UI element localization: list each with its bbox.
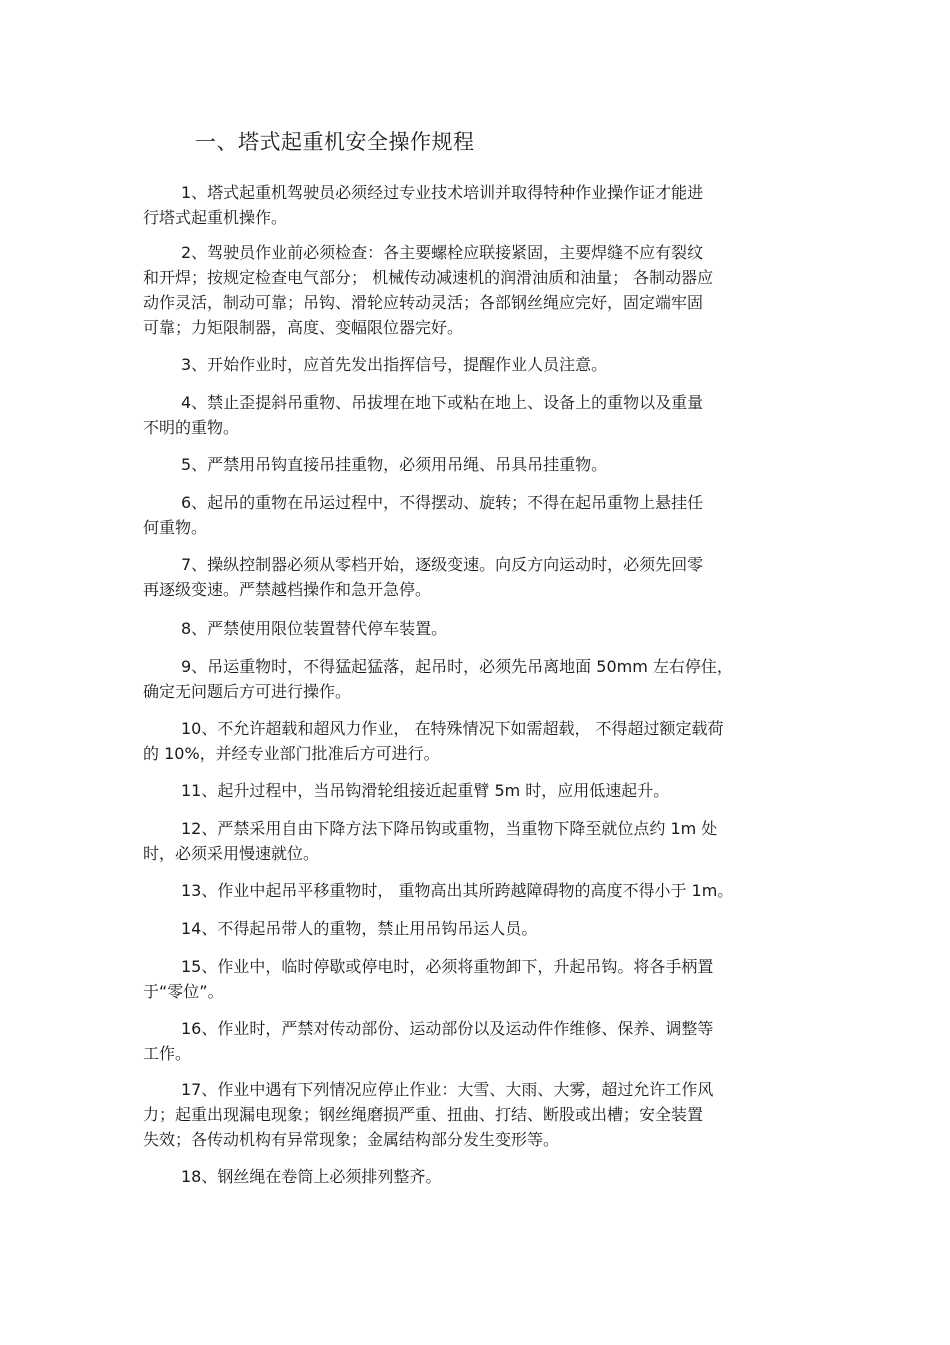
paragraph-line: 18、钢丝绳在卷筒上必须排列整齐。 xyxy=(181,1167,442,1186)
paragraph-line: 和开焊；按规定检查电气部分； 机械传动减速机的润滑油质和油量； 各制动器应 xyxy=(143,268,714,287)
paragraph-line: 工作。 xyxy=(143,1044,192,1063)
paragraph-line: 再逐级变速。严禁越档操作和急开急停。 xyxy=(143,580,432,599)
paragraph-10 xyxy=(143,716,808,766)
paragraph-line: 可靠；力矩限制器，高度、变幅限位器完好。 xyxy=(143,318,464,337)
paragraph-4 xyxy=(143,390,808,440)
paragraph-line: 15、作业中，临时停歇或停电时，必须将重物卸下，升起吊钩。将各手柄置 xyxy=(181,957,714,976)
paragraph-line: 行塔式起重机操作。 xyxy=(143,208,288,227)
paragraph-8 xyxy=(143,616,808,641)
document-title: 一、塔式起重机安全操作规程 xyxy=(195,130,475,154)
paragraph-15 xyxy=(143,954,808,1004)
paragraph-line: 3、开始作业时，应首先发出指挥信号，提醒作业人员注意。 xyxy=(181,355,608,374)
paragraph-line: 13、作业中起吊平移重物时， 重物高出其所跨越障碍物的高度不得小于 1m。 xyxy=(181,881,734,900)
paragraph-line: 14、不得起吊带人的重物，禁止用吊钩吊运人员。 xyxy=(181,919,538,938)
paragraph-line: 时，必须采用慢速就位。 xyxy=(143,844,320,863)
paragraph-17 xyxy=(143,1077,808,1152)
paragraph-line: 9、吊运重物时，不得猛起猛落，起吊时，必须先吊离地面 50mm 左右停住， xyxy=(181,657,733,676)
paragraph-line: 17、作业中遇有下列情况应停止作业：大雪、大雨、大雾，超过允许工作风 xyxy=(181,1080,714,1099)
paragraph-14 xyxy=(143,916,808,941)
paragraph-7 xyxy=(143,552,808,602)
paragraph-line: 何重物。 xyxy=(143,518,208,537)
paragraph-2 xyxy=(143,240,808,340)
paragraph-line: 于“零位”。 xyxy=(143,982,224,1001)
paragraph-12 xyxy=(143,816,808,866)
paragraph-line: 4、禁止歪提斜吊重物、吊拔埋在地下或粘在地上、设备上的重物以及重量 xyxy=(181,393,704,412)
paragraph-9 xyxy=(143,654,808,704)
paragraph-line: 2、驾驶员作业前必须检查：各主要螺栓应联接紧固，主要焊缝不应有裂纹 xyxy=(181,243,704,262)
paragraph-line: 7、操纵控制器必须从零档开始，逐级变速。向反方向运动时，必须先回零 xyxy=(181,555,704,574)
paragraph-18 xyxy=(143,1164,808,1189)
paragraph-line: 8、严禁使用限位装置替代停车装置。 xyxy=(181,619,448,638)
paragraph-line: 6、起吊的重物在吊运过程中，不得摆动、旋转；不得在起吊重物上悬挂任 xyxy=(181,493,704,512)
paragraph-13 xyxy=(143,878,808,903)
paragraph-3 xyxy=(143,352,808,377)
paragraph-line: 动作灵活，制动可靠；吊钩、滑轮应转动灵活；各部钢丝绳应完好，固定端牢固 xyxy=(143,293,704,312)
paragraph-line: 11、起升过程中，当吊钩滑轮组接近起重臂 5m 时，应用低速起升。 xyxy=(181,781,670,800)
paragraph-11 xyxy=(143,778,808,803)
paragraph-5 xyxy=(143,452,808,477)
paragraph-line: 5、严禁用吊钩直接吊挂重物，必须用吊绳、吊具吊挂重物。 xyxy=(181,455,608,474)
paragraph-line: 1、塔式起重机驾驶员必须经过专业技术培训并取得特种作业操作证才能进 xyxy=(181,183,704,202)
paragraph-16 xyxy=(143,1016,808,1066)
paragraph-line: 确定无问题后方可进行操作。 xyxy=(143,682,352,701)
paragraph-1 xyxy=(143,180,808,230)
paragraph-line: 不明的重物。 xyxy=(143,418,240,437)
paragraph-line: 10、不允许超载和超风力作业， 在特殊情况下如需超载， 不得超过额定载荷 xyxy=(181,719,724,738)
paragraph-line: 16、作业时，严禁对传动部份、运动部份以及运动件作维修、保养、调整等 xyxy=(181,1019,714,1038)
paragraph-line: 力；起重出现漏电现象；钢丝绳磨损严重、扭曲、打结、断股或出槽；安全装置 xyxy=(143,1105,704,1124)
paragraph-line: 12、严禁采用自由下降方法下降吊钩或重物，当重物下降至就位点约 1m 处 xyxy=(181,819,718,838)
paragraph-line: 失效；各传动机构有异常现象；金属结构部分发生变形等。 xyxy=(143,1130,560,1149)
paragraph-6 xyxy=(143,490,808,540)
paragraph-line: 的 10%，并经专业部门批准后方可进行。 xyxy=(143,744,440,763)
